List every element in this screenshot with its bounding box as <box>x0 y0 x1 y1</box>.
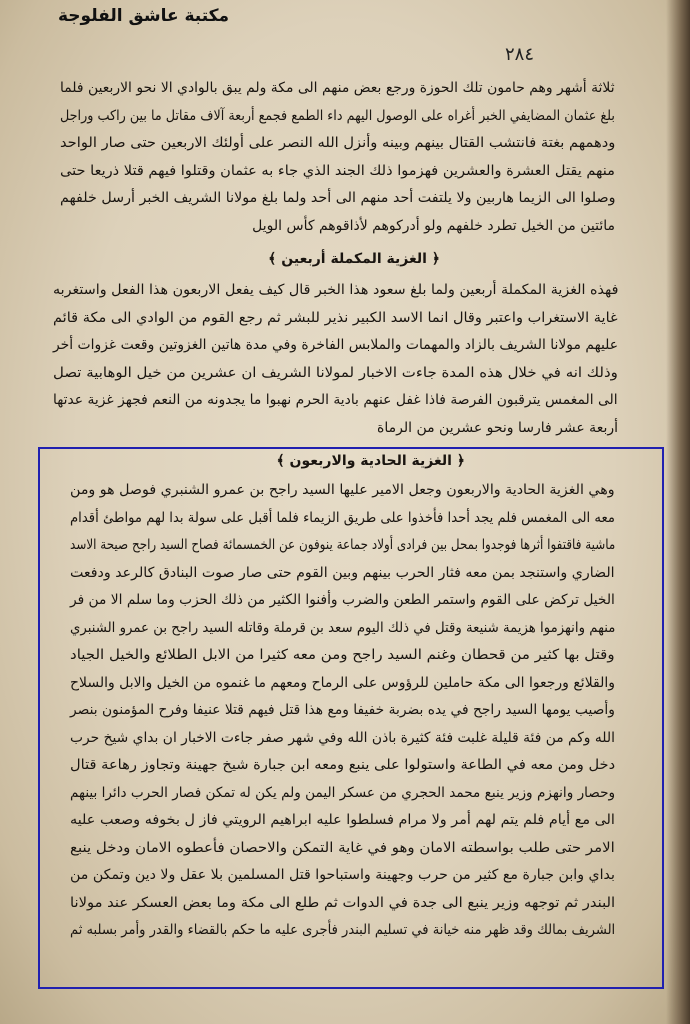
text-line: معه الى المغمس فلم يجد أحدا فأخذوا على طريق الزيماء فلما أقبل على سولة بدا لهم مواطئ أقدام <box>70 509 615 526</box>
text-line: غاية الاستغراب واعتبر وقال انما الاسد الكبير نذير للبشر ثم رجع القوم من الوادي الى مكة قائم <box>53 309 618 326</box>
text-line: الله وكم من فئة قليلة غلبت فئة كثيرة باذن الله وفي شهر صفر جاءت الاخبار ان بداي شيخ حرب <box>70 729 615 746</box>
section-heading-forty-one: ﴿ الغزية الحادية والاربعون ﴾ <box>276 453 465 469</box>
text-line: الخيل تركض على القوم واستمر الطعن والضرب وأفنوا الكثير من ذلك الحزب وما سلم الا من فر <box>70 592 615 608</box>
text-line: أربعة عشر فارسا ونحو عشرين من الرماة <box>377 419 618 436</box>
text-line: عليهم مولانا الشريف بالزاد والمهمات والملابس الفاخرة وفي مدة هاتين الغزوتين وقعت غزوات أخر <box>52 337 618 353</box>
text-line: بلغ عثمان المضايفي الخبر أغراه على الوصول اليهم داء الطمع فجمع أربعة آلاف مقاتل ما بين راكب وراجل <box>60 107 615 124</box>
page-binding-shadow <box>666 0 690 1024</box>
text-line: وهي الغزية الحادية والاربعون وجعل الامير عليها السيد راجح بن عمرو الشنبري فوصل هو ومن <box>70 482 615 498</box>
text-line: فهذه الغزية المكملة أربعين ولما بلغ سعود هذا الخبر قال كيف يفعل الاربعون هذا الفعل واستغربه <box>52 282 618 298</box>
text-line: ثلاثة أشهر وهم حامون تلك الحوزة ورجع بعض منهم الى مكة ولم يبق بالوادي الا نحو الاربعين فلما <box>60 80 615 96</box>
text-line: ودهمهم بغتة فانتشب القتال بينهم وبينه وأنزل الله النصر على أولئك الاربعين حتى صار الواحد <box>59 135 615 151</box>
text-line: وحصار وانهزم وزير ينبع محمد الحجري من عسكر اليمن ولم يكن له تمكن فصار الحرب دائرا بينهم <box>69 784 615 801</box>
selection-rectangle <box>38 447 664 989</box>
text-line: وقتل بها كثير من قحطان وغنم السيد راجح ومن معه كثيرا من الابل الطلائع والخيل الجياد <box>70 647 615 663</box>
text-line: منهم وانهزموا هزيمة شنيعة وقتل في ذلك اليوم سعد بن قرملة وقاتله السيد راجح بن عمرو الشنبري <box>69 619 615 636</box>
text-line: الشريف بمالك وقد ظهر منه خيانة في تسليم البندر فأجرى عليه ما حكم بالقضاء والقدر وأمر بسلبه ثم <box>69 922 615 938</box>
watermark-label: مكتبة عاشق الفلوجة <box>58 6 230 26</box>
text-line: الى مع أيام فلم يتم لهم أمر ولا مرام فسلطوا عليه ابراهيم الرويتي فاز ل بخوفه وصعب عليه <box>70 812 615 828</box>
text-line: منهم يقتل العشرة والعشرين فهزموا ذلك الجند الذي جاء به عثمان وقتلوا فيهم قتلا ذريعا حتى <box>60 162 615 179</box>
text-line: وصلوا الى الزيما هاربين ولا يلتفت أحد منهم الى أحد ولما بلغ مولانا الشريف الخبر أرسل خلفهم <box>59 190 615 206</box>
section-heading-forty: ﴿ الغزية المكملة أربعين ﴾ <box>268 251 440 267</box>
text-line: الضاري واستنجد بمن معه فثار الحرب بينهم وبين القوم حتى صار صوت البنادق كالرعد ودفعت <box>70 564 615 581</box>
text-line: ماشية فاقتفوا أثرها فوجدوا بمحل بين فرادى أولاد جماعة ينوفون عن الخمسمائة فصاح السيد راجح صيحة الاسد <box>69 537 615 553</box>
page-number: ٢٨٤ <box>505 44 535 65</box>
text-line: والقلائع ورجعوا الى مكة حاملين للرؤوس على الرماح ومعهم ما غنموه من الخيل والابل والسلاح <box>70 674 615 691</box>
text-line: وذلك انه في خلال هذه المدة جاءت الاخبار لمولانا الشريف ان عشرين من خيل الوهابية تصل <box>53 364 618 381</box>
text-line: الامر حتى طلب بواسطته الامان وهو في غاية التمكن والاحصان فأعطوه الامان ودخل ينبع <box>70 839 615 856</box>
text-line: البندر ثم توجهه وزير ينبع الى جدة في الدوات ثم طلع الى مكة وما بعض العسكر عند مولانا <box>69 894 615 911</box>
text-line: الى المغمس يترقبون الفرصة فاذا غفل عنهم بادية الحرم نهبوا ما يجدونه من النعم فجهز غزية عدتها <box>53 392 618 408</box>
text-line: دخل ومن معه في الطاعة واستولوا على ينبع ومعه ابن جبارة شيخ جهينة وتجاوز رهاعة قتال <box>69 757 615 773</box>
text-line: بداي وابن جبارة مع كثير من حرب وجهينة واستباحوا قتل المسلمين بلا عقل ولا دين وتمكن من <box>70 867 615 883</box>
text-line: مائتين من الخيل تطرد خلفهم ولو أدركوهم لأذاقوهم كأس الويل <box>252 217 615 234</box>
text-line: وأصيب يومها السيد راجح في يده بضربة خفيفا ومع هذا قتل فيهم قتلا عنيفا وفرح المؤمنون بنصر <box>70 702 615 718</box>
